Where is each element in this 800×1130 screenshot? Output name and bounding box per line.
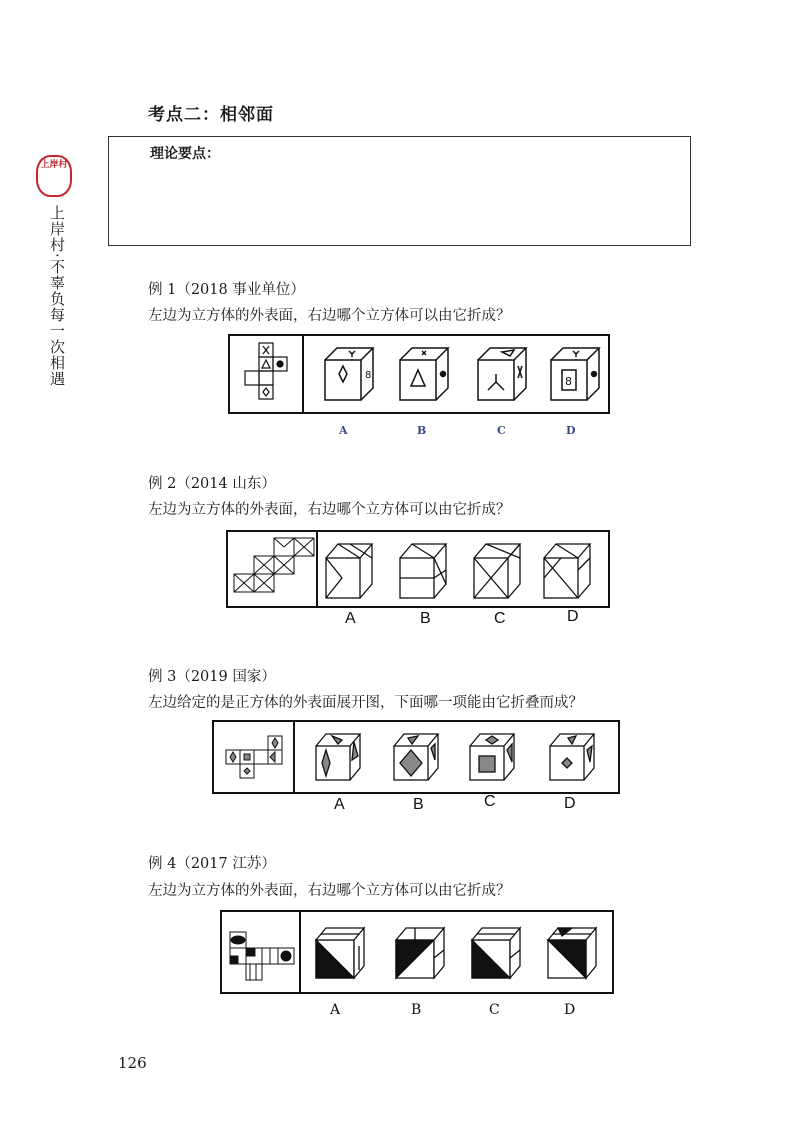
example-1-cube-c	[478, 348, 526, 400]
seal-logo	[36, 155, 72, 197]
example-2-option-c: C	[494, 610, 506, 627]
example-3-figure	[212, 720, 620, 794]
example-1-question: 左边为立方体的外表面，右边哪个立方体可以由它折成？	[148, 308, 511, 324]
example-4-option-d: D	[564, 1002, 576, 1018]
example-1-option-b: B	[417, 424, 427, 437]
example-4-cube-b	[396, 928, 444, 978]
example-1-option-c: C	[497, 424, 506, 437]
example-4-net	[230, 932, 294, 980]
example-4-figure	[220, 910, 614, 994]
example-1-option-a: A	[339, 424, 348, 437]
example-2-question: 左边为立方体的外表面，右边哪个立方体可以由它折成？	[148, 502, 511, 518]
example-3-cube-a	[316, 734, 360, 780]
example-3-cube-b	[394, 734, 438, 780]
example-1-option-d: D	[566, 424, 576, 437]
example-3-option-d: D	[564, 795, 576, 812]
example-2-net	[234, 538, 314, 592]
example-2-cube-c	[474, 544, 520, 598]
svg-text:8: 8	[565, 375, 572, 388]
example-4-header: 例 4（2017 江苏）	[148, 856, 276, 872]
example-1-cube-d	[551, 348, 599, 400]
example-3-question: 左边给定的是正方体的外表面展开图，下面哪一项能由它折叠而成？	[148, 695, 583, 711]
example-4-option-a: A	[330, 1002, 341, 1018]
example-3-option-b: B	[413, 796, 424, 813]
example-2-figure	[226, 530, 610, 608]
example-2-cube-d	[544, 544, 590, 598]
example-2-option-d: D	[567, 608, 579, 625]
example-1-cube-a	[325, 348, 373, 400]
example-3-cube-c	[470, 734, 514, 780]
theory-label: 理论要点：	[150, 146, 220, 162]
example-4-cube-c	[472, 928, 520, 978]
example-3-header: 例 3（2019 国家）	[148, 669, 276, 685]
section-title: 考点二：相邻面	[148, 105, 274, 125]
example-2-option-a: A	[345, 610, 356, 627]
example-1-net	[245, 343, 287, 399]
example-3-option-c: C	[484, 793, 496, 810]
example-4-cube-d	[548, 928, 596, 978]
example-2-cube-a	[326, 544, 372, 598]
seal-text: 上岸村	[40, 160, 68, 170]
example-3-cube-d	[550, 734, 594, 780]
example-1-cube-b	[400, 348, 448, 400]
example-3-option-a: A	[334, 796, 345, 813]
example-2-option-b: B	[420, 610, 431, 627]
example-4-option-c: C	[489, 1002, 500, 1018]
svg-text:8: 8	[365, 370, 372, 381]
example-4-question: 左边为立方体的外表面，右边哪个立方体可以由它折成？	[148, 883, 511, 899]
example-4-option-b: B	[411, 1002, 422, 1018]
example-1-figure	[228, 334, 610, 414]
example-4-cube-a	[316, 928, 364, 978]
example-2-header: 例 2（2014 山东）	[148, 476, 276, 492]
example-2-cube-b	[400, 544, 446, 598]
sidebar-slogan: 上岸村·不辜负每一次相遇	[48, 205, 66, 387]
page-number: 126	[118, 1054, 147, 1072]
example-3-net	[226, 736, 282, 778]
example-1-header: 例 1（2018 事业单位）	[148, 282, 305, 298]
